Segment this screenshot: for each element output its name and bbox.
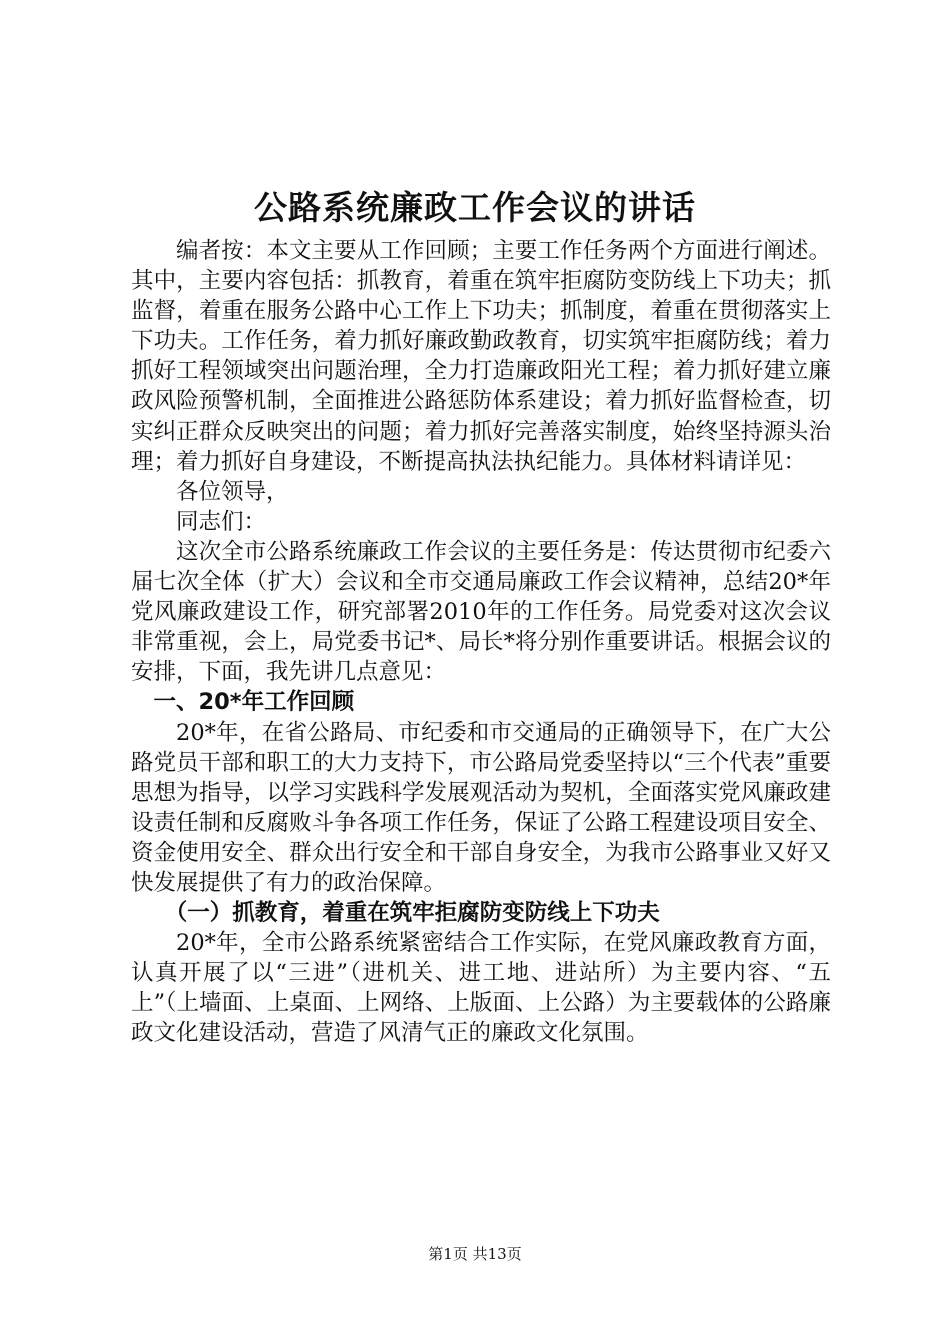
section-heading-review: 一、20*年工作回顾 xyxy=(153,689,355,716)
education-paragraph: 20*年，全市公路系统紧密结合工作实际，在党风廉政教育方面，认真开展了以“三进”（进机关、进工地、进站所）为主要内容、“五上”（上墙面、上桌面、上网络、上版面、上公路）为主要载体的公路廉政文化建设活动，营造了风清气正的廉政文化氛围。 xyxy=(131,930,831,1047)
document-body xyxy=(131,236,831,1049)
subsection-heading-education: （一）抓教育，着重在筑牢拒腐防变防线上下功夫 xyxy=(164,900,660,927)
page-number-footer: 第1页 共13页 xyxy=(428,1245,522,1263)
document-title: 公路系统廉政工作会议的讲话 xyxy=(254,188,696,227)
review-paragraph: 20*年，在省公路局、市纪委和市交通局的正确领导下，在广大公路党员干部和职工的大力支持下，市公路局党委坚持以“三个代表”重要思想为指导，以学习实践科学发展观活动为契机，全面落实党风廉政建设责任制和反腐败斗争各项工作任务，保证了公路工程建设项目安全、资金使用安全、群众出行安全和干部自身安全，为我市公路事业又好又快发展提供了有力的政治保障。 xyxy=(131,719,831,896)
editor-note-paragraph: 编者按：本文主要从工作回顾；主要工作任务两个方面进行阐述。其中，主要内容包括：抓教育，着重在筑牢拒腐防变防线上下功夫；抓监督，着重在服务公路中心工作上下功夫；抓制度，着重在贯彻落实上下功夫。工作任务，着力抓好廉政勤政教育，切实筑牢拒腐防线；着力抓好工程领域突出问题治理，全力打造廉政阳光工程；着力抓好建立廉政风险预警机制，全面推进公路惩防体系建设；着力抓好监督检查，切实纠正群众反映突出的问题；着力抓好完善落实制度，始终坚持源头治理；着力抓好自身建设，不断提高执法执纪能力。具体材料请详见： xyxy=(131,238,831,475)
salutation-leaders: 各位领导， xyxy=(176,478,289,505)
intro-paragraph: 这次全市公路系统廉政工作会议的主要任务是：传达贯彻市纪委六届七次全体（扩大）会议和全市交通局廉政工作会议精神，总结20*年党风廉政建设工作，研究部署2010年的工作任务。局党委对这次会议非常重视，会上，局党委书记*、局长*将分别作重要讲话。根据会议的安排，下面，我先讲几点意见： xyxy=(131,538,831,686)
salutation-comrades: 同志们： xyxy=(176,508,267,535)
